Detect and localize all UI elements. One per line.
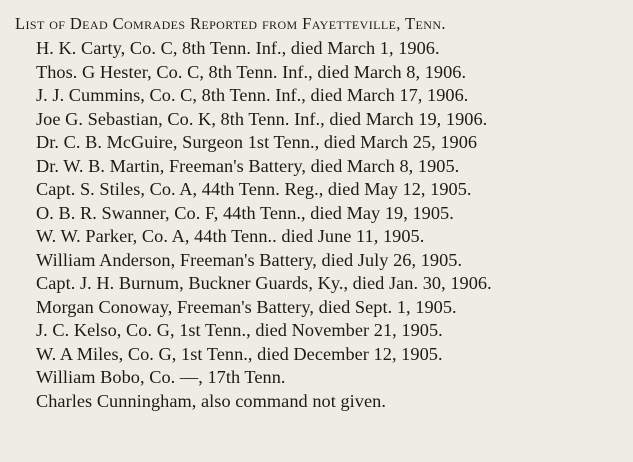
list-item: Charles Cunningham, also command not given. [36,390,386,411]
list-item: Joe G. Sebastian, Co. K, 8th Tenn. Inf., died March 19, 1906. [36,108,488,129]
list-item: William Anderson, Freeman's Battery, died July 26, 1905. [36,249,463,270]
list-item: J. J. Cummins, Co. C, 8th Tenn. Inf., died March 17, 1906. [36,85,469,105]
list-item: O. B. R. Swanner, Co. F, 44th Tenn., died May 19, 1905. [36,202,454,223]
list-item: Dr. C. B. McGuire, Surgeon 1st Tenn., died March 25, 1906 [36,132,478,152]
list-item: Capt. J. H. Burnum, Buckner Guards, Ky., died Jan. 30, 1906. [36,273,492,293]
list-item: Thos. G Hester, Co. C, 8th Tenn. Inf., died March 8, 1906. [36,61,467,82]
comrade-list [36,37,630,413]
list-item: Capt. S. Stiles, Co. A, 44th Tenn. Reg., died May 12, 1905. [36,179,472,199]
list-item: W. A Miles, Co. G, 1st Tenn., died December 12, 1905. [36,343,443,364]
list-item: H. K. Carty, Co. C, 8th Tenn. Inf., died March 1, 1906. [36,38,440,58]
list-item: Dr. W. B. Martin, Freeman's Battery, died March 8, 1905. [36,155,460,176]
list-item: William Bobo, Co. —, 17th Tenn. [36,367,286,387]
list-item: Morgan Conoway, Freeman's Battery, died Sept. 1, 1905. [36,296,457,317]
list-item: W. W. Parker, Co. A, 44th Tenn.. died June 11, 1905. [36,226,425,246]
list-item: J. C. Kelso, Co. G, 1st Tenn., died November 21, 1905. [36,320,443,340]
list-heading: List of Dead Comrades Reported from Fayetteville, Tenn. [15,14,446,33]
